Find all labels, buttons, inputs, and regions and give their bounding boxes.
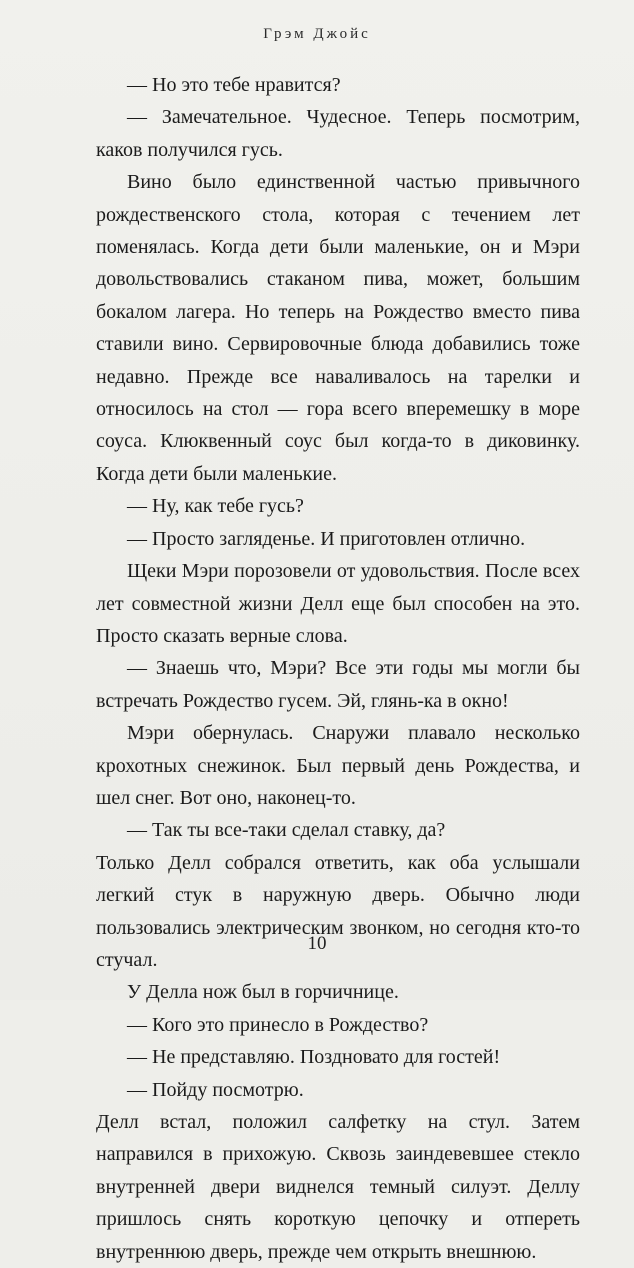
paragraph: — Но это тебе нравится? xyxy=(127,74,341,96)
paragraph: Делл встал, положил салфетку на стул. Затем направился в прихожую. Сквозь заиндевевшее стекло внутренней двери виднелся темный силуэт. Деллу пришлось снять короткую цепочку и отпереть внутреннюю дверь, прежде чем открыть внешнюю. xyxy=(96,1111,580,1263)
paragraph: — Не представляю. Поздновато для гостей! xyxy=(127,1046,501,1069)
paragraph: — Просто загляденье. И приготовлен отлично. xyxy=(127,527,526,550)
paragraph: — Замечательное. Чудесное. Теперь посмотрим, каков получился гусь. xyxy=(96,106,580,161)
paragraph: — Кого это принесло в Рождество? xyxy=(127,1013,429,1036)
paragraph: У Делла нож был в горчичнице. xyxy=(127,981,399,1004)
paragraph: — Ну, как тебе гусь? xyxy=(127,495,304,518)
paragraph: Только Делл собрался ответить, как оба услышали легкий стук в наружную дверь. Обычно люди пользовались электрическим звонком, но сегодня кто-то стучал. xyxy=(96,851,580,971)
running-head-author: Грэм Джойс xyxy=(263,26,371,42)
paragraph: — Пойду посмотрю. xyxy=(127,1078,304,1101)
paragraph: — Знаешь что, Мэри? Все эти годы мы могли бы встречать Рождество гусем. Эй, глянь-ка в окно! xyxy=(96,657,580,712)
paragraph: Щеки Мэри порозовели от удовольствия. После всех лет совместной жизни Делл еще был способен на это. Просто сказать верные слова. xyxy=(96,560,580,647)
paragraph: Вино было единственной частью привычного рождественского стола, которая с течением лет поменялась. Когда дети были маленькие, он и Мэри довольствовались стаканом пива, может, большим бокалом лагера. Но теперь на Рождество вместо пива ставили вино. Сервировочные блюда добавились тоже недавно. Прежде все наваливалось на тарелки и относилось на стол — гора всего вперемешку в море соуса. Клюквенный соус был когда-то в диковинку. Когда дети были маленькие. xyxy=(96,171,580,485)
body-text xyxy=(96,69,580,1268)
page-number: 10 xyxy=(307,933,327,954)
paragraph: Мэри обернулась. Снаружи плавало несколько крохотных снежинок. Был первый день Рождества, и шел снег. Вот оно, наконец-то. xyxy=(96,722,580,809)
paragraph: — Так ты все-таки сделал ставку, да? xyxy=(127,819,446,842)
